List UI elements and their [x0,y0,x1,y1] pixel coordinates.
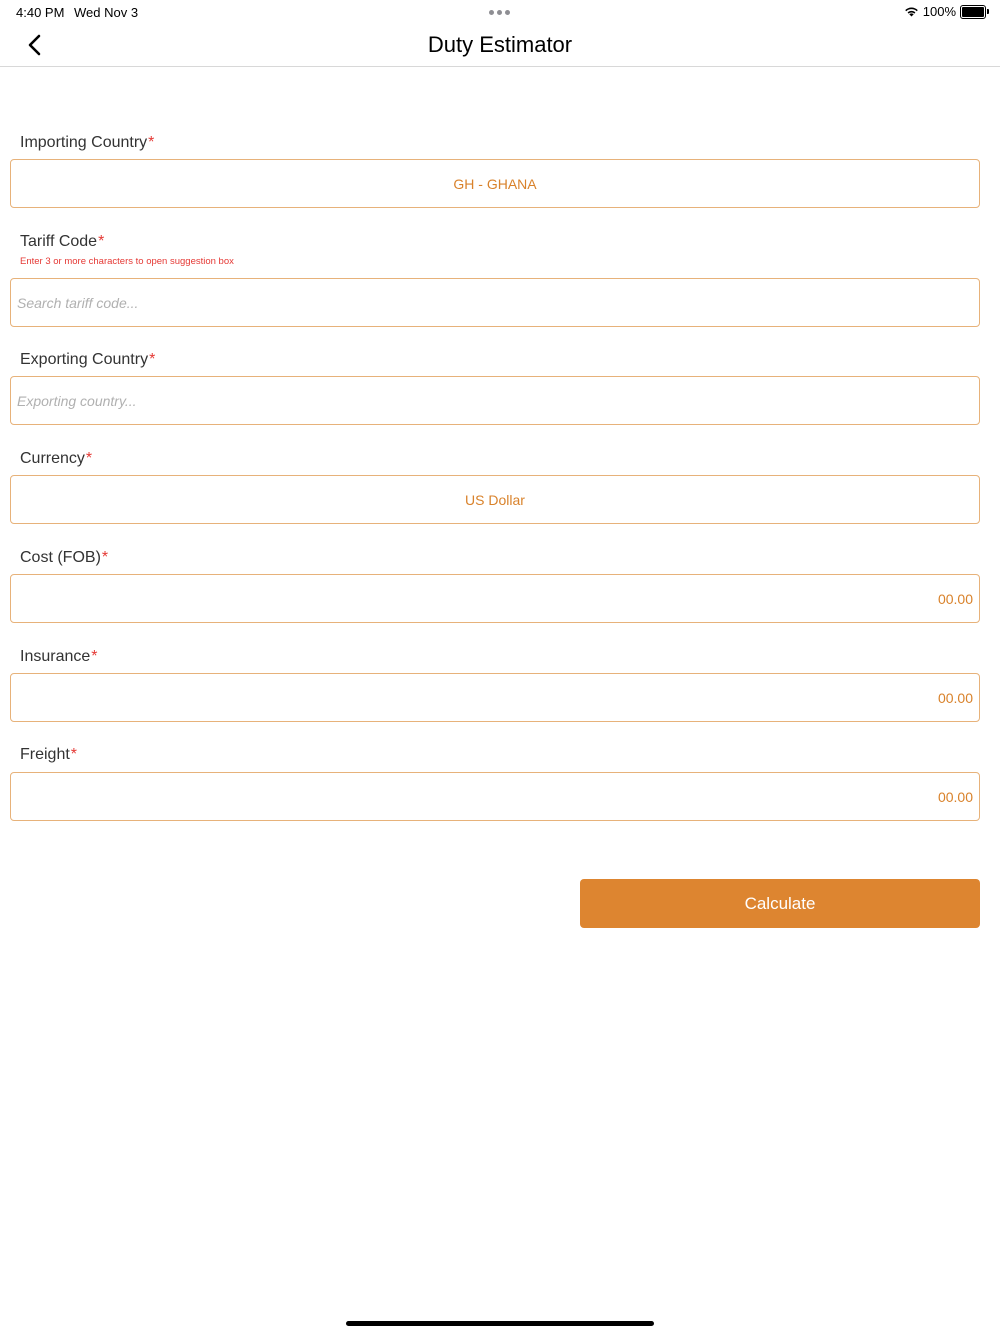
tariff-code-input[interactable] [11,279,979,326]
page-title: Duty Estimator [427,32,573,57]
required-mark: * [98,233,105,250]
battery-icon [960,5,986,19]
tariff-code-hint: Enter 3 or more characters to open suggestion box [20,256,234,267]
status-bar [0,0,1000,24]
importing-country-value: GH - GHANA [453,175,537,192]
status-date: Wed Nov 3 [74,5,139,20]
required-mark: * [101,549,109,566]
required-mark: * [70,746,78,763]
tariff-code-label: Tariff Code* [20,233,105,250]
multitasking-dots-icon[interactable] [489,10,510,15]
insurance-input[interactable] [10,673,980,722]
cost-input[interactable] [10,574,980,623]
wifi-icon [904,6,919,17]
battery-percent: 100% [922,4,956,19]
calculate-button[interactable]: Calculate [580,879,980,928]
required-mark: * [85,450,93,467]
tariff-code-field [10,278,980,327]
exporting-country-label: Exporting Country* [20,351,156,368]
exporting-country-input[interactable] [11,377,979,424]
insurance-label: Insurance* [20,648,98,665]
freight-value: 00.00 [937,788,973,805]
currency-label: Currency* [20,450,93,467]
importing-country-select[interactable] [10,159,980,208]
freight-input[interactable] [10,772,980,821]
status-time: 4:40 PM [16,5,65,20]
home-indicator[interactable] [346,1321,654,1326]
currency-select[interactable] [10,475,980,524]
freight-label: Freight* [20,746,78,763]
required-mark: * [149,351,156,368]
importing-country-label: Importing Country* [20,134,155,151]
exporting-country-field [10,376,980,425]
navigation-bar [0,24,1000,67]
insurance-value: 00.00 [937,689,973,706]
cost-label: Cost (FOB)* [20,549,109,566]
required-mark: * [148,134,155,151]
required-mark: * [91,648,98,665]
currency-value: US Dollar [465,491,525,508]
status-indicators [904,4,986,19]
cost-value: 00.00 [937,590,973,607]
